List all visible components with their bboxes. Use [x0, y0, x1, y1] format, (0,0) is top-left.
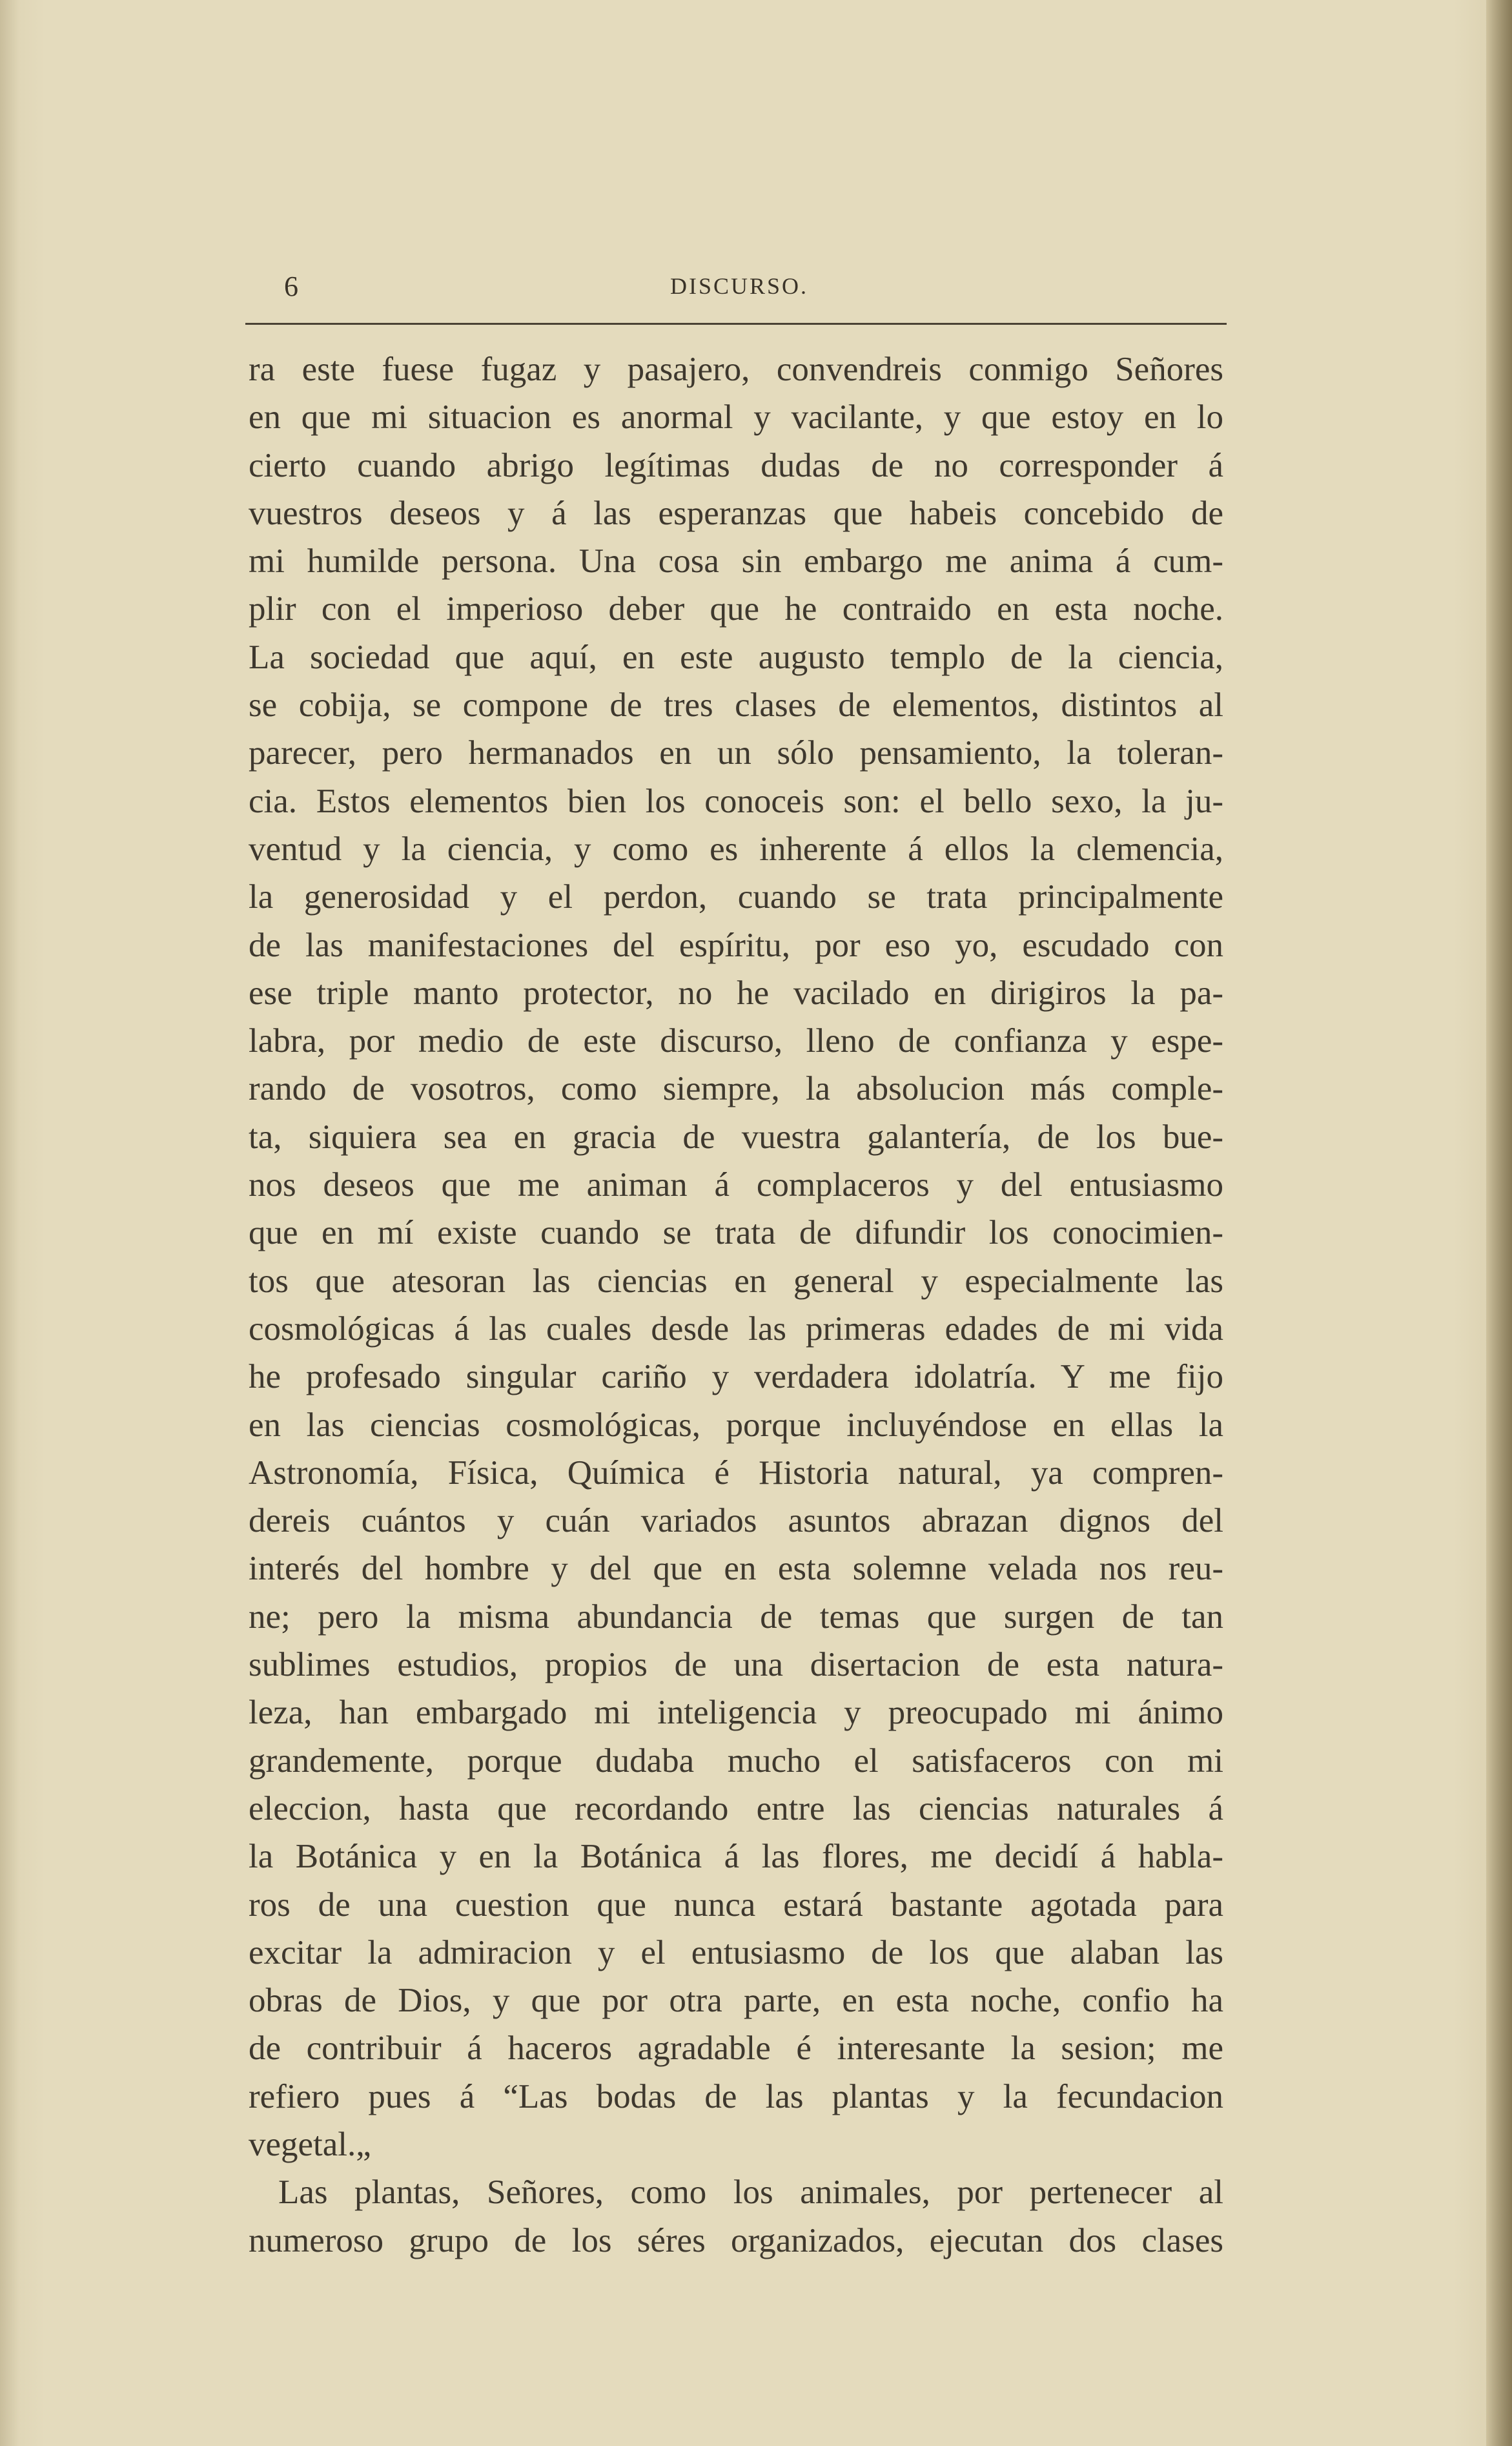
body-text [249, 345, 1223, 2265]
text-line: excitar la admiracion y el entusiasmo de los que alaban las [249, 1933, 1223, 1971]
text-line: plir con el imperioso deber que he contraido en esta noche. [249, 590, 1223, 628]
running-head: DISCURSO. [669, 273, 809, 299]
text-line: La sociedad que aquí, en este augusto templo de la ciencia, [249, 638, 1223, 676]
text-line: grandemente, porque dudaba mucho el satisfaceros con mi [249, 1742, 1223, 1780]
page-edge-shadow [1486, 0, 1512, 2446]
text-line: refiero pues á “Las bodas de las plantas y la fecundacion [249, 2077, 1223, 2115]
text-line: mi humilde persona. Una cosa sin embargo me anima á cum- [249, 542, 1223, 581]
text-line: ta, siquiera sea en gracia de vuestra galantería, de los bue- [249, 1118, 1223, 1156]
page-header [252, 270, 1227, 309]
text-line: ra este fuese fugaz y pasajero, convendreis conmigo Señores [249, 351, 1223, 388]
text-line-paragraph-start: Las plantas, Señores, como los animales, por pertenecer al [278, 2174, 1223, 2212]
text-line: que en mí existe cuando se trata de difundir los conocimien- [249, 1214, 1223, 1252]
text-line: obras de Dios, y que por otra parte, en esta noche, confio ha [249, 1982, 1223, 2020]
text-line: cosmológicas á las cuales desde las primeras edades de mi vida [249, 1310, 1223, 1348]
text-line: cia. Estos elementos bien los conoceis son: el bello sexo, la ju- [249, 782, 1223, 820]
text-line: parecer, pero hermanados en un sólo pensamiento, la toleran- [249, 734, 1223, 772]
page-number: 6 [284, 271, 298, 302]
text-line: ne; pero la misma abundancia de temas que surgen de tan [249, 1598, 1223, 1636]
text-line: dereis cuántos y cuán variados asuntos abrazan dignos del [249, 1502, 1223, 1540]
text-line: he profesado singular cariño y verdadera idolatría. Y me fijo [249, 1358, 1223, 1396]
text-line: eleccion, hasta que recordando entre las ciencias naturales á [249, 1789, 1223, 1827]
text-line: sublimes estudios, propios de una disertacion de esta natura- [249, 1646, 1223, 1684]
header-rule [245, 323, 1227, 325]
text-line: la Botánica y en la Botánica á las flores, me decidí á habla- [249, 1838, 1223, 1876]
text-line: rando de vosotros, como siempre, la absolucion más comple- [249, 1070, 1223, 1108]
text-line: en las ciencias cosmológicas, porque incluyéndose en ellas la [249, 1406, 1223, 1444]
text-line-paragraph-end: vegetal.„ [249, 2125, 371, 2163]
text-line: ros de una cuestion que nunca estará bastante agotada para [249, 1886, 1223, 1924]
text-line: de las manifestaciones del espíritu, por eso yo, escudado con [249, 926, 1223, 964]
text-line: Astronomía, Física, Química é Historia natural, ya compren- [249, 1454, 1223, 1492]
text-line: vuestros deseos y á las esperanzas que habeis concebido de [249, 494, 1223, 532]
text-line: ese triple manto protector, no he vacilado en dirigiros la pa- [249, 974, 1223, 1012]
text-line: interés del hombre y del que en esta solemne velada nos reu- [249, 1550, 1223, 1588]
text-line: labra, por medio de este discurso, lleno de confianza y espe- [249, 1022, 1223, 1060]
text-line: tos que atesoran las ciencias en general y especialmente las [249, 1262, 1223, 1300]
text-line: leza, han embargado mi inteligencia y preocupado mi ánimo [249, 1694, 1223, 1732]
text-line: se cobija, se compone de tres clases de elementos, distintos al [249, 686, 1223, 725]
text-line: cierto cuando abrigo legítimas dudas de no corresponder á [249, 446, 1223, 484]
text-line: numeroso grupo de los séres organizados, ejecutan dos clases [249, 2221, 1223, 2259]
text-line: ventud y la ciencia, y como es inherente á ellos la clemencia, [249, 830, 1223, 868]
text-line: de contribuir á haceros agradable é interesante la sesion; me [249, 2030, 1223, 2068]
text-line: nos deseos que me animan á complaceros y del entusiasmo [249, 1166, 1223, 1204]
text-line: la generosidad y el perdon, cuando se trata principalmente [249, 878, 1223, 916]
text-line: en que mi situacion es anormal y vacilante, y que estoy en lo [249, 398, 1223, 437]
